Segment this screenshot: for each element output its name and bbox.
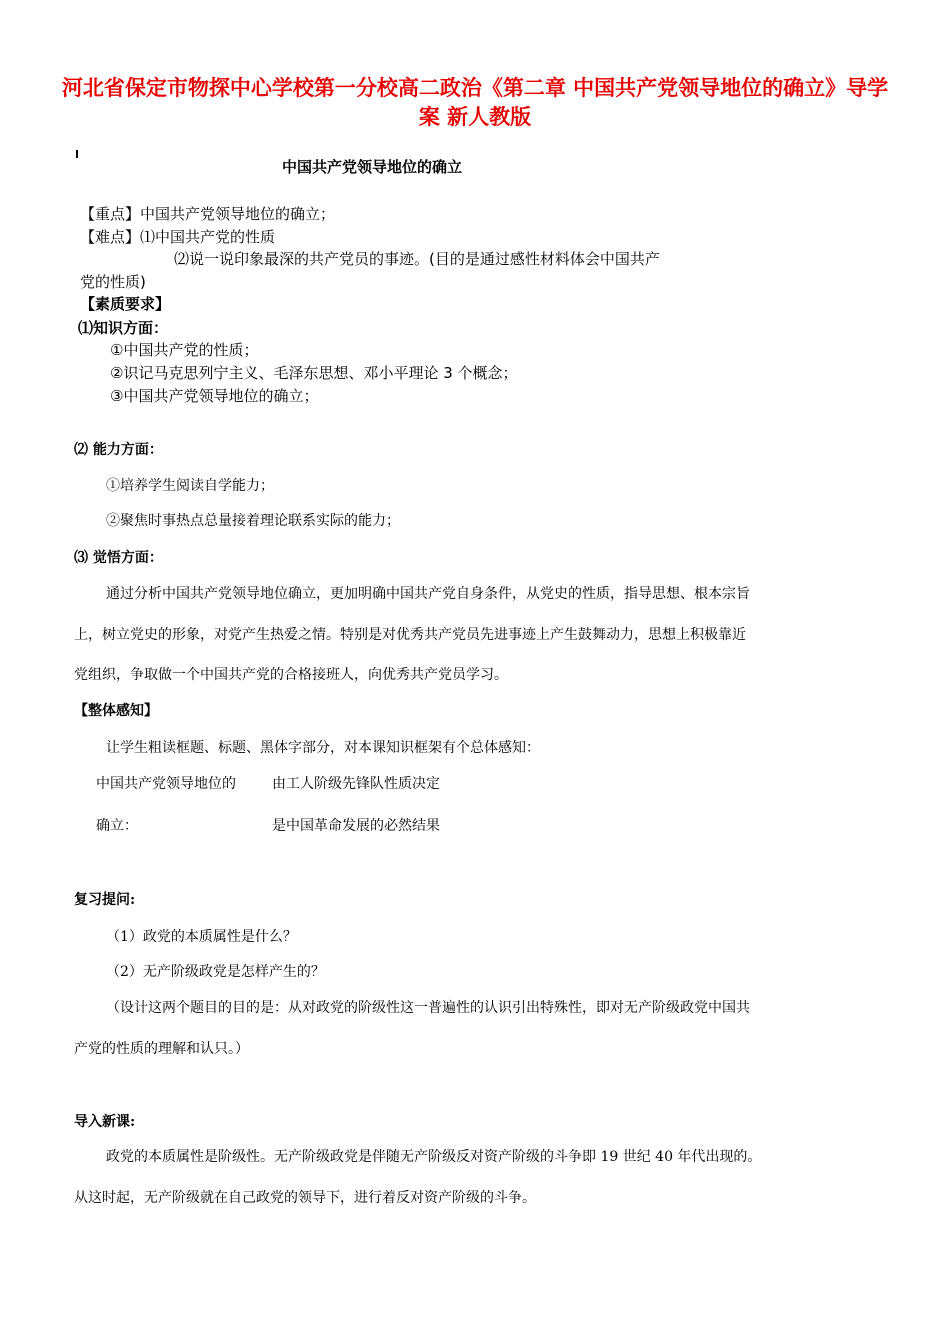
knowledge-heading: ⑴知识方面： bbox=[78, 319, 169, 337]
knowledge-item-1: ①中国共产党的性质； bbox=[110, 341, 259, 359]
framework-right-line-1: 由工人阶级先锋队性质决定 bbox=[272, 776, 440, 792]
margin-mark bbox=[76, 150, 78, 158]
ability-heading: ⑵ 能力方面： bbox=[74, 442, 163, 458]
framework-right-line-2: 是中国革命发展的必然结果 bbox=[272, 818, 440, 834]
quality-heading: 【素质要求】 bbox=[80, 295, 171, 313]
key-point-line: 【重点】中国共产党领导地位的确立； bbox=[80, 205, 336, 223]
intro-paragraph-line-1: 政党的本质属性是阶级性。无产阶级政党是伴随无产阶级反对资产阶级的斗争即 19 世纪 40 年代出现的。 bbox=[106, 1149, 762, 1165]
framework-left-line-2: 确立： bbox=[96, 818, 138, 834]
review-note-line-2: 产党的性质的理解和认只。） bbox=[74, 1041, 249, 1057]
awareness-paragraph-line-1: 通过分析中国共产党领导地位确立，更加明确中国共产党自身条件，从党史的性质，指导思想、根本宗旨 bbox=[106, 586, 750, 602]
framework-left-line-1: 中国共产党领导地位的 bbox=[96, 776, 236, 792]
awareness-paragraph-line-3: 党组织，争取做一个中国共产党的合格接班人，向优秀共产党员学习。 bbox=[74, 667, 508, 683]
document-title: 河北省保定市物探中心学校第一分校高二政治《第二章 中国共产党领导地位的确立》导学案 新人教版 bbox=[61, 76, 889, 129]
awareness-heading: ⑶ 觉悟方面： bbox=[74, 550, 163, 566]
knowledge-item-3: ③中国共产党领导地位的确立； bbox=[110, 387, 319, 405]
ability-item-2: ②聚焦时事热点总量接着理论联系实际的能力； bbox=[106, 513, 400, 529]
overview-heading: 【整体感知】 bbox=[74, 703, 158, 719]
review-note-line-1: （设计这两个题目的目的是：从对政党的阶级性这一普遍性的认识引出特殊性，即对无产阶级政党中国共 bbox=[106, 1000, 750, 1016]
knowledge-item-2: ②识记马克思列宁主义、毛泽东思想、邓小平理论 3 个概念； bbox=[110, 364, 518, 382]
review-question-2: （2）无产阶级政党是怎样产生的？ bbox=[106, 964, 325, 980]
intro-paragraph-line-2: 从这时起，无产阶级就在自己政党的领导下，进行着反对资产阶级的斗争。 bbox=[74, 1190, 536, 1206]
overview-intro: 让学生粗读框题、标题、黑体字部分，对本课知识框架有个总体感知： bbox=[106, 740, 540, 756]
difficulty-line-3: 党的性质) bbox=[80, 273, 146, 291]
intro-heading: 导入新课: bbox=[74, 1114, 136, 1130]
review-question-1: （1）政党的本质属性是什么？ bbox=[106, 929, 297, 945]
section-subtitle: 中国共产党领导地位的确立 bbox=[282, 158, 463, 176]
difficulty-line-1: 【难点】⑴中国共产党的性质 bbox=[80, 228, 276, 246]
awareness-paragraph-line-2: 上，树立党史的形象，对党产生热爱之情。特别是对优秀共产党员先进事迹上产生鼓舞动力，思想上积极靠近 bbox=[74, 627, 746, 643]
ability-item-1: ①培养学生阅读自学能力； bbox=[106, 478, 274, 494]
difficulty-line-2: ⑵说一说印象最深的共产党员的事迹。(目的是通过感性材料体会中国共产 bbox=[174, 250, 660, 268]
review-heading: 复习提问: bbox=[74, 892, 136, 908]
